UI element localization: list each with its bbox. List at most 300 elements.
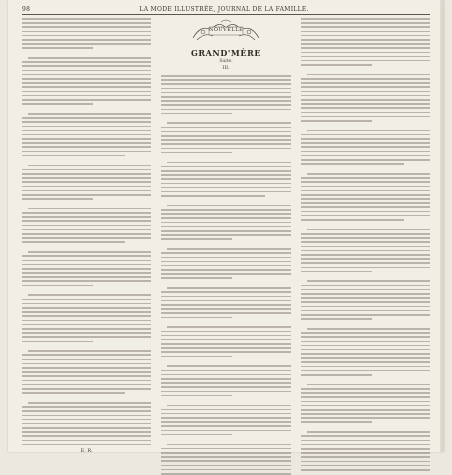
text-line	[301, 314, 430, 316]
text-line	[22, 121, 151, 123]
text-line	[22, 392, 125, 394]
paragraph-break	[301, 68, 430, 71]
text-line	[161, 109, 290, 111]
text-line	[22, 332, 151, 334]
text-line	[161, 104, 290, 106]
text-line	[301, 289, 430, 291]
text-line	[22, 388, 151, 390]
text-line	[22, 435, 151, 437]
text-line	[161, 170, 290, 172]
text-line	[301, 254, 430, 256]
text-line	[161, 351, 290, 353]
text-line	[161, 100, 290, 102]
text-line	[22, 225, 151, 227]
text-line	[161, 252, 290, 254]
text-line	[22, 359, 151, 361]
paragraph-break	[161, 282, 290, 285]
text-line	[301, 120, 372, 122]
paragraph-break	[22, 345, 151, 348]
text-line	[301, 103, 430, 105]
paragraph-break	[301, 322, 430, 325]
text-line	[161, 473, 290, 475]
text-line	[22, 280, 151, 282]
text-line	[22, 130, 151, 132]
paragraph-break	[22, 52, 151, 55]
text-line	[307, 173, 430, 175]
text-line	[22, 26, 151, 28]
text-line	[22, 299, 151, 301]
text-line	[301, 345, 430, 347]
text-line	[22, 380, 151, 382]
text-line	[301, 262, 430, 264]
text-line	[22, 65, 151, 67]
paragraph-break	[161, 117, 290, 120]
text-line	[22, 151, 151, 153]
text-line	[22, 35, 151, 37]
text-line	[161, 456, 290, 458]
text-line	[22, 142, 151, 144]
text-line	[22, 212, 151, 214]
text-line	[301, 409, 430, 411]
text-line	[161, 434, 232, 436]
text-line	[301, 159, 430, 161]
text-line	[22, 363, 151, 365]
text-line	[22, 61, 151, 63]
text-line	[22, 43, 151, 45]
text-line	[301, 52, 430, 54]
text-line	[161, 131, 290, 133]
paragraph-break	[161, 438, 290, 441]
text-line	[22, 177, 151, 179]
text-line	[301, 26, 430, 28]
paragraph-break	[301, 223, 430, 226]
text-line	[301, 211, 430, 213]
text-line	[161, 308, 290, 310]
text-line	[161, 261, 290, 263]
story-subtitle: Suite.	[219, 59, 233, 64]
paragraph-break	[22, 107, 151, 110]
text-line	[301, 155, 430, 157]
text-line	[22, 134, 151, 136]
text-line	[301, 18, 430, 20]
text-line	[22, 233, 151, 235]
text-line	[22, 74, 151, 76]
text-line	[301, 310, 430, 312]
text-line	[167, 287, 290, 289]
text-line	[161, 347, 290, 349]
text-line	[161, 395, 232, 397]
text-line	[22, 82, 151, 84]
text-line	[22, 86, 151, 88]
text-line	[307, 384, 430, 386]
text-line	[301, 95, 430, 97]
text-line	[161, 339, 290, 341]
text-line	[301, 401, 430, 403]
nouvelle-label: NOUVELLE	[208, 27, 244, 33]
text-line	[307, 431, 430, 433]
text-line	[301, 151, 430, 153]
text-line	[22, 419, 151, 421]
text-line	[301, 349, 430, 351]
paragraph-break	[161, 156, 290, 159]
text-line	[161, 88, 290, 90]
text-line	[22, 367, 151, 369]
text-line	[167, 162, 290, 164]
text-line	[161, 152, 232, 154]
text-line	[22, 255, 151, 257]
text-line	[161, 135, 290, 137]
text-line	[22, 241, 125, 243]
text-line	[301, 31, 430, 33]
text-line	[161, 195, 264, 197]
text-line	[22, 307, 151, 309]
text-line	[301, 112, 430, 114]
text-line	[167, 122, 290, 124]
text-line	[301, 35, 430, 37]
text-line	[161, 226, 290, 228]
paragraph-break	[22, 202, 151, 205]
text-line	[22, 315, 151, 317]
text-line	[301, 421, 372, 423]
text-line	[161, 413, 290, 415]
text-line	[161, 166, 290, 168]
text-line	[301, 452, 430, 454]
text-line	[301, 417, 430, 419]
text-line	[161, 409, 290, 411]
text-line	[22, 39, 151, 41]
text-line	[161, 465, 290, 467]
text-line	[22, 431, 151, 433]
text-line	[301, 91, 430, 93]
text-line	[301, 194, 430, 196]
text-line	[167, 205, 290, 207]
text-line	[22, 371, 151, 373]
text-line	[22, 375, 151, 377]
text-line	[22, 229, 151, 231]
text-line	[301, 396, 430, 398]
text-line	[22, 264, 151, 266]
text-line	[161, 183, 290, 185]
story-section-number: III.	[222, 65, 230, 71]
text-line	[22, 320, 151, 322]
paragraph-break	[22, 159, 151, 162]
text-line	[22, 78, 151, 80]
text-line	[307, 328, 430, 330]
text-line	[167, 444, 290, 446]
text-line	[301, 186, 430, 188]
text-line	[161, 296, 290, 298]
text-line	[161, 79, 290, 81]
text-line	[22, 18, 151, 20]
text-line	[22, 198, 93, 200]
text-line	[301, 43, 430, 45]
text-line	[301, 86, 430, 88]
text-line	[167, 365, 290, 367]
text-line	[161, 92, 290, 94]
text-line	[161, 430, 290, 432]
text-line	[301, 388, 430, 390]
text-line	[301, 39, 430, 41]
text-line	[301, 366, 430, 368]
newspaper-page	[8, 0, 444, 455]
text-line	[301, 241, 430, 243]
paragraph-break	[22, 396, 151, 399]
text-line	[22, 311, 151, 313]
text-line	[301, 413, 430, 415]
text-line	[301, 142, 430, 144]
text-line	[22, 406, 151, 408]
text-line	[22, 186, 151, 188]
text-line	[22, 70, 151, 72]
nouvelle-vignette	[191, 18, 261, 44]
text-line	[161, 269, 290, 271]
text-line	[22, 181, 151, 183]
text-line	[301, 246, 430, 248]
text-line	[161, 386, 290, 388]
text-line	[28, 294, 151, 296]
text-line	[161, 222, 290, 224]
text-line	[161, 331, 290, 333]
text-line	[301, 163, 404, 165]
text-line	[22, 272, 151, 274]
text-line	[28, 57, 151, 59]
text-line	[28, 208, 151, 210]
text-line	[161, 238, 232, 240]
text-line	[301, 440, 430, 442]
text-line	[301, 206, 430, 208]
column-left-text	[22, 18, 151, 445]
text-line	[161, 312, 290, 314]
paragraph-break	[161, 399, 290, 402]
text-line	[22, 22, 151, 24]
text-line	[307, 130, 430, 132]
text-line	[161, 382, 290, 384]
text-line	[301, 435, 430, 437]
text-line	[22, 427, 151, 429]
column-middle	[161, 18, 290, 438]
header-rule	[22, 14, 430, 15]
text-line	[161, 273, 290, 275]
text-line	[301, 47, 430, 49]
text-line	[301, 215, 430, 217]
text-line	[307, 280, 430, 282]
paragraph-break	[161, 321, 290, 324]
text-line	[28, 251, 151, 253]
text-line	[161, 317, 232, 319]
text-line	[301, 64, 372, 66]
text-line	[22, 324, 151, 326]
text-line	[22, 328, 151, 330]
text-line	[22, 440, 151, 442]
text-line	[301, 293, 430, 295]
text-line	[301, 469, 430, 471]
paragraph-break	[301, 426, 430, 429]
text-line	[161, 391, 290, 393]
text-line	[22, 126, 151, 128]
paragraph-break	[161, 243, 290, 246]
text-line	[301, 107, 430, 109]
text-line	[301, 285, 430, 287]
text-line	[161, 230, 290, 232]
text-line	[301, 99, 430, 101]
text-line	[161, 209, 290, 211]
paragraph-break	[22, 289, 151, 292]
text-line	[161, 448, 290, 450]
text-line	[161, 335, 290, 337]
text-line	[301, 370, 430, 372]
text-line	[167, 248, 290, 250]
text-line	[22, 444, 151, 446]
text-line	[301, 177, 430, 179]
text-line	[161, 127, 290, 129]
text-line	[22, 415, 151, 417]
text-line	[301, 374, 372, 376]
text-line	[161, 277, 232, 279]
text-line	[22, 155, 125, 157]
text-line	[161, 217, 290, 219]
text-line	[161, 291, 290, 293]
paragraph-break	[22, 246, 151, 249]
text-line	[301, 198, 430, 200]
text-line	[301, 56, 430, 58]
text-line	[161, 213, 290, 215]
column-left	[22, 18, 151, 455]
text-line	[22, 285, 93, 287]
text-line	[301, 336, 430, 338]
text-line	[301, 267, 430, 269]
story-title: GRAND'MÈRE	[190, 48, 262, 58]
text-line	[22, 91, 151, 93]
text-line	[301, 341, 430, 343]
text-line	[28, 350, 151, 352]
text-line	[22, 220, 151, 222]
text-line	[301, 357, 430, 359]
text-line	[161, 191, 290, 193]
text-line	[161, 83, 290, 85]
text-line	[301, 461, 430, 463]
text-line	[22, 384, 151, 386]
text-line	[161, 113, 232, 115]
text-line	[301, 465, 430, 467]
text-line	[161, 374, 290, 376]
text-line	[161, 265, 290, 267]
text-line	[161, 469, 290, 471]
text-line	[301, 405, 430, 407]
text-line	[161, 257, 290, 259]
text-line	[301, 301, 430, 303]
text-line	[22, 237, 151, 239]
text-line	[301, 318, 372, 320]
text-line	[301, 134, 430, 136]
text-line	[161, 378, 290, 380]
paragraph-break	[301, 275, 430, 278]
text-line	[22, 190, 151, 192]
text-line	[161, 421, 290, 423]
text-line	[161, 417, 290, 419]
text-line	[22, 47, 93, 49]
text-line	[301, 332, 430, 334]
text-line	[22, 117, 151, 119]
text-line	[161, 343, 290, 345]
text-line	[301, 60, 430, 62]
page-number: 98	[22, 5, 31, 13]
text-line	[161, 304, 290, 306]
text-line	[301, 82, 430, 84]
text-line	[301, 392, 430, 394]
text-line	[301, 78, 430, 80]
text-line	[22, 336, 151, 338]
text-line	[167, 405, 290, 407]
paragraph-break	[301, 124, 430, 127]
text-line	[301, 202, 430, 204]
text-line	[22, 216, 151, 218]
text-line	[161, 460, 290, 462]
text-line	[301, 448, 430, 450]
text-line	[22, 260, 151, 262]
text-line	[22, 194, 151, 196]
column-right-text	[301, 18, 430, 471]
text-line	[161, 300, 290, 302]
paragraph-break	[161, 199, 290, 202]
text-line	[161, 75, 290, 77]
text-line	[22, 354, 151, 356]
text-line	[161, 96, 290, 98]
column-right	[301, 18, 430, 438]
text-line	[22, 138, 151, 140]
text-line	[22, 146, 151, 148]
page-edge	[440, 0, 444, 452]
text-line	[301, 181, 430, 183]
text-line	[161, 139, 290, 141]
text-columns	[22, 18, 430, 455]
text-line	[301, 146, 430, 148]
text-line	[22, 303, 151, 305]
running-title: LA MODE ILLUSTRÉE, JOURNAL DE LA FAMILLE.	[139, 5, 309, 13]
text-line	[161, 178, 290, 180]
text-line	[301, 258, 430, 260]
text-line	[22, 99, 151, 101]
text-line	[161, 425, 290, 427]
text-line	[22, 95, 151, 97]
column-middle-text	[161, 75, 290, 475]
text-line	[301, 138, 430, 140]
text-line	[22, 31, 151, 33]
text-line	[161, 234, 290, 236]
text-line	[301, 361, 430, 363]
text-line	[301, 190, 430, 192]
text-line	[22, 341, 93, 343]
text-line	[22, 423, 151, 425]
text-line	[161, 187, 290, 189]
text-line	[301, 237, 430, 239]
text-line	[301, 444, 430, 446]
text-line	[28, 165, 151, 167]
text-line	[161, 174, 290, 176]
text-line	[301, 271, 372, 273]
text-line	[22, 173, 151, 175]
text-line	[161, 356, 232, 358]
text-line	[167, 326, 290, 328]
article-signature: E. R.	[80, 448, 93, 455]
paragraph-break	[161, 360, 290, 363]
text-line	[307, 229, 430, 231]
text-line	[22, 103, 93, 105]
text-line	[301, 219, 404, 221]
text-line	[301, 116, 430, 118]
text-line	[22, 276, 151, 278]
text-line	[301, 233, 430, 235]
text-line	[161, 148, 290, 150]
